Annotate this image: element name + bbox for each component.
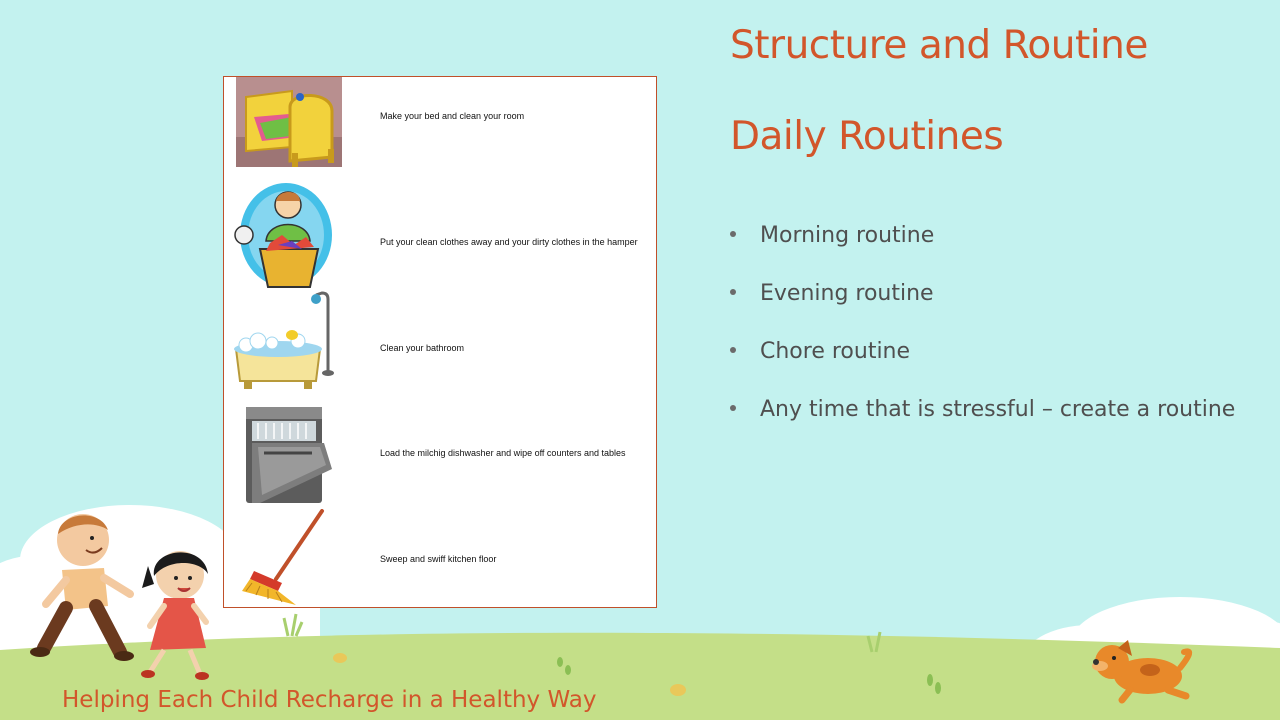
bullet-text: Evening routine xyxy=(760,281,934,306)
broom-icon xyxy=(232,509,342,607)
bullet-dot-icon xyxy=(730,231,736,237)
dishwasher-icon xyxy=(232,403,342,507)
bullet-dot-icon xyxy=(730,405,736,411)
chore-row-sweep xyxy=(224,509,656,607)
chore-chart xyxy=(223,76,657,608)
bed-icon xyxy=(232,77,342,169)
bullet-dot-icon xyxy=(730,289,736,295)
bullet-dot-icon xyxy=(730,347,736,353)
bullet-item xyxy=(730,339,1235,397)
chore-row-bathroom xyxy=(224,291,656,395)
chore-label: Load the milchig dishwasher and wipe off counters and tables xyxy=(380,448,626,458)
chore-label: Clean your bathroom xyxy=(380,343,465,353)
bullet-item xyxy=(730,223,1235,281)
slide-subtitle: Daily Routines xyxy=(730,114,1004,159)
chore-label: Make your bed and clean your room xyxy=(380,111,525,121)
chore-row-dishwasher xyxy=(224,403,656,507)
bathtub-icon xyxy=(232,291,342,395)
slide-footer: Helping Each Child Recharge in a Healthy Way xyxy=(62,687,597,713)
bullet-item xyxy=(730,397,1235,455)
chore-row-bed xyxy=(224,77,656,169)
chore-label: Put your clean clothes away and your dirty clothes in the hamper xyxy=(380,237,638,247)
chore-label: Sweep and swiff kitchen floor xyxy=(380,554,497,564)
chore-row-laundry xyxy=(224,179,656,297)
routine-bullet-list xyxy=(730,223,1235,455)
bullet-item xyxy=(730,281,1235,339)
bullet-text: Morning routine xyxy=(760,223,935,248)
laundry-icon xyxy=(232,179,342,297)
bullet-text: Any time that is stressful – create a routine xyxy=(760,397,1236,422)
bullet-text: Chore routine xyxy=(760,339,911,364)
slide-title: Structure and Routine xyxy=(730,23,1148,68)
